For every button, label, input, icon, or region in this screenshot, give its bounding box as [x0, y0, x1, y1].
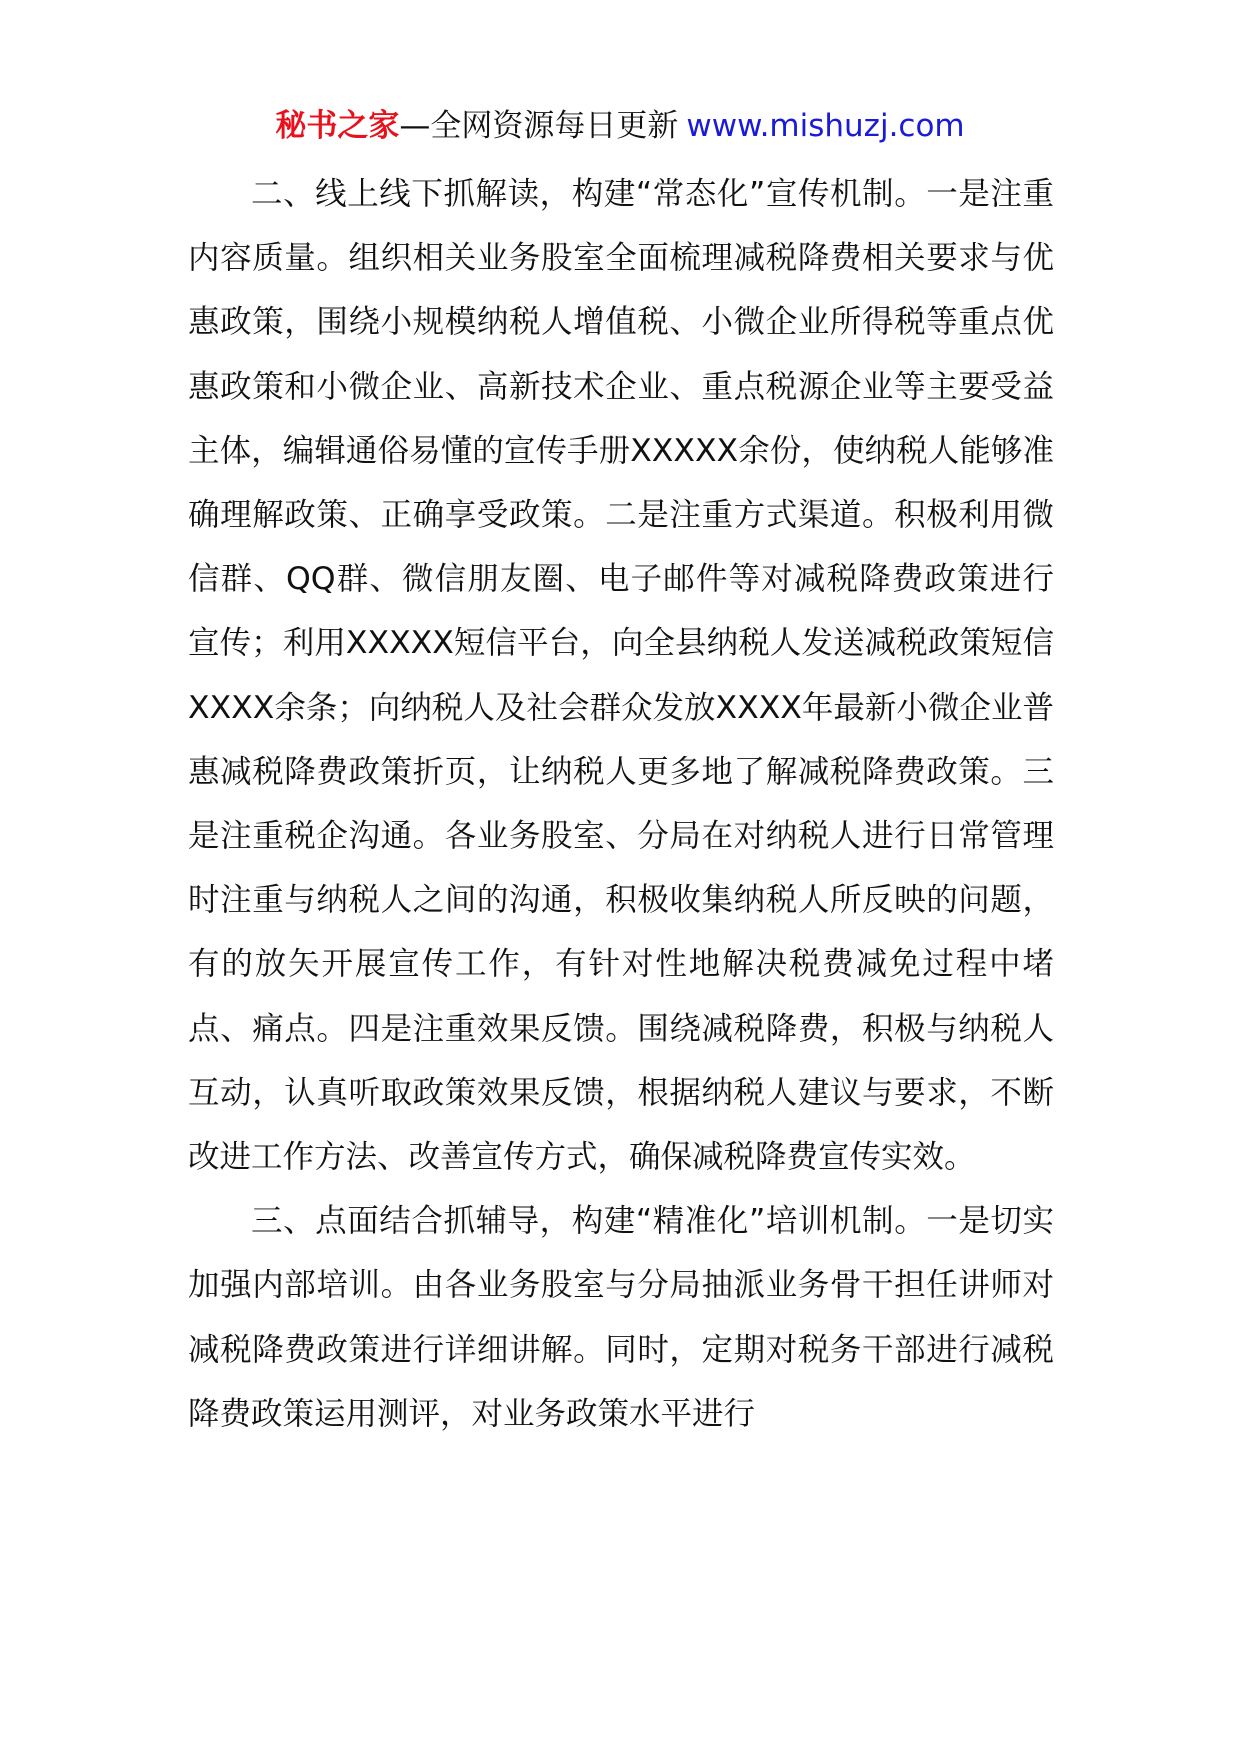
brand-name: 秘书之家 [275, 108, 400, 144]
paragraph-3: 三、点面结合抓辅导，构建“精准化”培训机制。一是切实加强内部培训。由各业务股室与分局抽派业务骨干担任讲师对减税降费政策进行详细讲解。同时，定期对税务干部进行减税降费政策运用测评，对业务政策水平进行 [188, 1203, 1054, 1432]
paragraph-2: 二、线上线下抓解读，构建“常态化”宣传机制。一是注重内容质量。组织相关业务股室全面梳理减税降费相关要求与优惠政策，围绕小规模纳税人增值税、小微企业所得税等重点优惠政策和小微企业、高新技术企业、重点税源企业等主要受益主体，编辑通俗易懂的宣传手册XXXXX余份，使纳税人能够准确理解政策、正确享受政策。二是注重方式渠道。积极利用微信群、QQ群、微信朋友圈、电子邮件等对减税降费政策进行宣传；利用XXXXX短信平台，向全县纳税人发送减税政策短信XXXX余条；向纳税人及社会群众发放XXXX年最新小微企业普惠减税降费政策折页，让纳税人更多地了解减税降费政策。三是注重税企沟通。各业务股室、分局在对纳税人进行日常管理时注重与纳税人之间的沟通，积极收集纳税人所反映的问题，有的放矢开展宣传工作，有针对性地解决税费减免过程中堵点、痛点。四是注重效果反馈。围绕减税降费，积极与纳税人互动，认真听取政策效果反馈，根据纳税人建议与要求，不断改进工作方法、改善宣传方式，确保减税降费宣传实效。 [188, 176, 1054, 1176]
page-header [0, 100, 1240, 152]
header-tagline: —全网资源每日更新 [399, 108, 679, 144]
document-body [188, 162, 1054, 1446]
website-link[interactable]: www.mishuzj.com [686, 108, 965, 144]
